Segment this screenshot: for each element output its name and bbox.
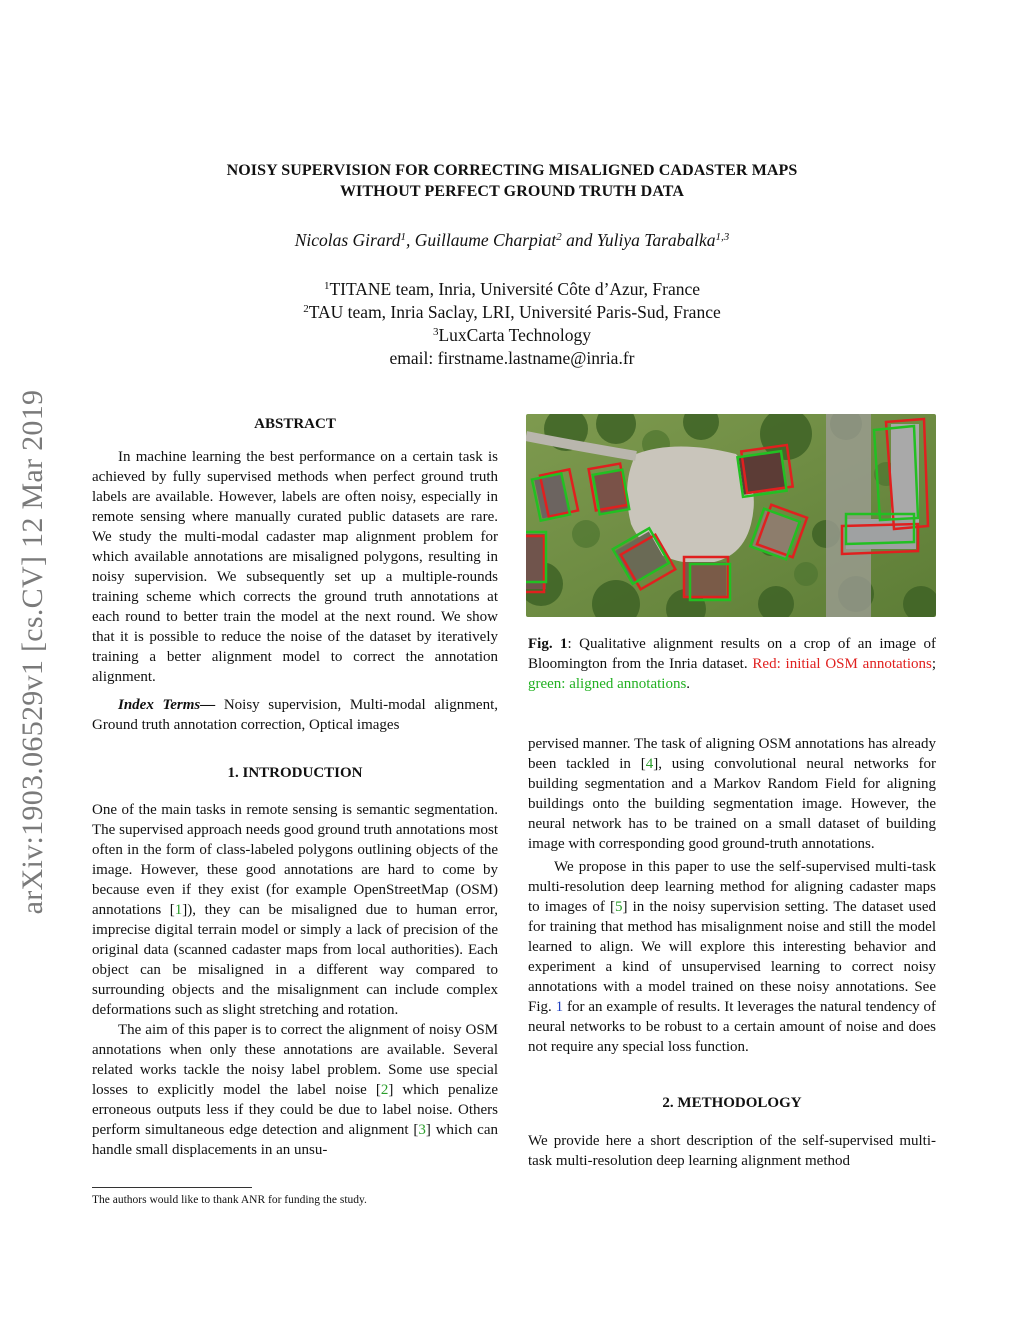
figure-1-image [526,414,936,617]
figure-link[interactable]: 1 [555,999,564,1015]
paper-title [0,160,1024,202]
right-paragraph-1 [528,734,936,854]
right-column [528,734,936,1171]
affiliation-3 [0,324,1024,347]
caption-green: green: aligned annotations [528,676,687,692]
right-p2-a: We propose in this paper to use the self-supervised multi-task multi-resolution deep learning method for aligning cadaster maps to images of [ [528,859,936,915]
affiliation-1 [0,278,1024,301]
intro-p2-c: ] which can handle small displacements in an unsu- [92,1122,498,1158]
abstract-text: In machine learning the best performance on a certain task is achieved by fully supervised methods when perfect ground truth labels are available. However, labels are often noisy, especially in remote sensing where manually curated public datasets are rare. We study the multi-modal cadaster map alignment problem for which available annotations are misaligned polygons, resulting in noisy supervision. We subsequently set up a multiple-rounds training scheme which corrects the ground truth annotations at each round to better train the model at the next round. We show that it is possible to reduce the noise of the dataset by iteratively training a better alignment model to correct the annotation alignment. [92,449,498,685]
index-terms [92,695,498,735]
aff3-sup: 3 [432,326,439,338]
index-terms-text: Noisy supervision, Multi-modal alignment, Ground truth annotation correction, Optical images [92,697,498,733]
title-line-1: NOISY SUPERVISION FOR CORRECTING MISALIGNED CADASTER MAPS [226,162,798,179]
right-paragraph-2 [528,857,936,1057]
intro-p2-b: ] which penalize erroneous outputs less if they could be due to label noise. Others perform simultaneous edge detection and alignment [ [92,1082,498,1138]
methodology-heading: 2. METHODOLOGY [662,1095,802,1111]
author-1-sup: 1 [400,231,407,243]
left-column [92,414,498,1160]
aff2-text: TAU team, Inria Saclay, LRI, Université Paris-Sud, France [308,302,721,322]
aff3-text: LuxCarta Technology [438,325,591,345]
caption-red: Red: initial OSM annotations [752,656,932,672]
caption-sep: ; [931,656,936,672]
footnote: The authors would like to thank ANR for funding the study. [92,1194,367,1206]
citation-link[interactable]: 4 [645,756,654,772]
figure-label: Fig. 1 [528,636,568,652]
intro-heading: 1. INTRODUCTION [227,765,363,781]
email: email: firstname.lastname@inria.fr [389,348,635,368]
right-p1-a: pervised manner. The task of aligning OSM annotations has already been tackled in [ [528,736,936,772]
aff2-sup: 2 [303,303,309,315]
aerial-image [526,414,936,617]
citation-link[interactable]: 2 [380,1082,389,1098]
affiliations [0,278,1024,370]
right-p2-b: ] in the noisy supervision setting. The dataset used for training that method has misalignment noise and still the model learned to align. We will explore this interesting behavior and experiment a kind of unsupervised learning to correct noisy annotations with a model trained on these noisy annotations. See Fig. [528,899,937,1015]
author-list [0,230,1024,251]
intro-p2-a: The aim of this paper is to correct the alignment of noisy OSM annotations when only these annotations are available. Several related works tackle the noisy label problem. Some use special losses to explicitly model the label noise [ [92,1022,498,1098]
right-p1-b: ], using convolutional neural networks for building segmentation and a Markov Random Field for aligning buildings onto the building segmentation image. However, the neural network has to be trained on a small dataset of building image with corresponding good ground-truth annotations. [528,756,936,852]
intro-paragraph-1 [92,800,498,1020]
author-3-sup: 1,3 [715,231,730,243]
footnote-rule [92,1187,252,1188]
intro-p1-a: One of the main tasks in remote sensing is semantic segmentation. The supervised approach needs good ground truth annotations most often in the form of class-labeled polygons outlining objects of the image. However, these good annotations are hard to come by because even if they exist (for example OpenStreetMap (OSM) annotations [ [92,802,498,918]
index-terms-label: Index Terms— [118,697,216,713]
caption-end: . [686,676,691,692]
citation-link[interactable]: 5 [615,899,623,915]
figure-1-caption [528,634,936,694]
intro-paragraph-2 [92,1020,498,1160]
aff1-text: TITANE team, Inria, Université Côte d’Azur, France [329,279,701,299]
author-2-sup: 2 [556,231,562,243]
caption-text [528,634,936,694]
aff1-sup: 1 [323,280,330,292]
author-1: Nicolas Girard [294,230,401,250]
methodology-paragraph: We provide here a short description of the self-supervised multi-task multi-resolution deep learning alignment method [528,1133,936,1169]
citation-link[interactable]: 1 [174,902,183,918]
intro-p1-b: ]), they can be misaligned due to human error, imprecise digital terrain model or simply a lack of precision of the original data (scanned cadaster maps from local authorities). Each object can be misaligned in a different way compared to surrounding objects and the misalignment can include complex deformations such as slight stretching and rotation. [92,902,498,1018]
caption-a: : Qualitative alignment results on a crop of an image of Bloomington from the Inria dataset. [528,636,936,672]
arxiv-sidebar: arXiv:1903.06529v1 [cs.CV] 12 Mar 2019 [16,389,49,915]
right-p2-c: for an example of results. It leverages the natural tendency of neural networks to be robust to a certain amount of noise and does not require any special loss function. [528,999,937,1055]
citation-link[interactable]: 3 [418,1122,426,1138]
author-3: and Yuliya Tarabalka [561,230,716,250]
author-2: , Guillaume Charpiat [406,230,557,250]
title-line-2: WITHOUT PERFECT GROUND TRUTH DATA [339,183,685,200]
abstract-heading: ABSTRACT [254,416,336,432]
affiliation-2 [0,301,1024,324]
